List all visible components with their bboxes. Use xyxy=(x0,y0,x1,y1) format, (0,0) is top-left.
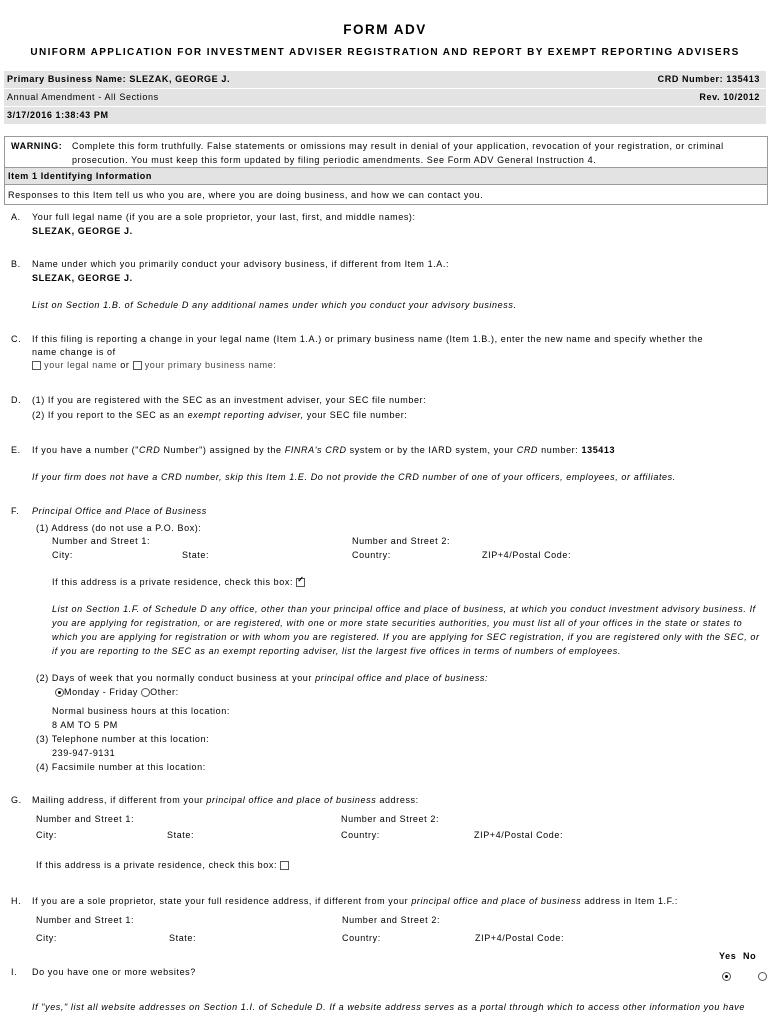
item-b-note: List on Section 1.B. of Schedule D any additional names under which you conduct your advisory business. xyxy=(32,300,517,310)
g-state-label: State: xyxy=(167,830,195,840)
e-q-finra: FINRA's CRD xyxy=(284,445,347,455)
crd-number-value: 135413 xyxy=(581,445,616,455)
warning-label: WARNING: xyxy=(11,141,63,151)
item-d-line-1: (1) If you are registered with the SEC as an investment adviser, your SEC file number: xyxy=(32,395,427,405)
item-d-line-2-italic: exempt reporting adviser, xyxy=(187,410,304,420)
f-note-4: if you are reporting to the SEC as an exempt reporting adviser, list the largest five offices in terms of numbers of employees. xyxy=(52,646,621,656)
f-note-1: List on Section 1.F. of Schedule D any office, other than your principal office and place of business, at which you conduct investment advisory business. If xyxy=(52,604,756,614)
item-b-letter: B. xyxy=(11,259,21,269)
f-address-label: (1) Address (do not use a P.O. Box): xyxy=(36,523,202,533)
f-hours-label: Normal business hours at this location: xyxy=(52,706,230,716)
primary-business-name: Primary Business Name: SLEZAK, GEORGE J. xyxy=(7,74,231,84)
g-street1-label: Number and Street 1: xyxy=(36,814,135,824)
item-i-question: Do you have one or more websites? xyxy=(32,967,196,977)
f-days-pre: (2) Days of week that you normally conduct business at your xyxy=(36,673,313,683)
g-q-italic: principal office and place of business xyxy=(206,795,377,805)
item-e-note: If your firm does not have a CRD number, skip this Item 1.E. Do not provide the CRD number of one of your officers, employees, or affiliates. xyxy=(32,472,676,482)
warning-line-1: Complete this form truthfully. False statements or omissions may result in denial of your application, revocation of your registration, or criminal xyxy=(72,141,724,151)
business-name-checkbox[interactable] xyxy=(133,361,142,370)
yes-column-header: Yes xyxy=(719,951,737,961)
f-zip-label: ZIP+4/Postal Code: xyxy=(482,550,572,560)
h-zip-label: ZIP+4/Postal Code: xyxy=(475,933,565,943)
or-label: or xyxy=(120,360,130,370)
header-band-2 xyxy=(4,89,766,107)
g-country-label: Country: xyxy=(341,830,380,840)
f-note-3: which you are applying for registration or with whom you are registered. If you are applying for SEC registration, if you are registered only with the SEC, or xyxy=(52,632,760,642)
item-i-letter: I. xyxy=(11,967,18,977)
f-days-options xyxy=(55,687,179,697)
g-street2-label: Number and Street 2: xyxy=(341,814,440,824)
h-street2-label: Number and Street 2: xyxy=(342,915,441,925)
legal-name-checkbox[interactable] xyxy=(32,361,41,370)
f-phone-label: (3) Telephone number at this location: xyxy=(36,734,210,744)
f-phone-value: 239-947-9131 xyxy=(52,748,116,758)
f-street1-label: Number and Street 1: xyxy=(52,536,151,546)
f-street2-label: Number and Street 2: xyxy=(352,536,451,546)
g-q-pre: Mailing address, if different from your xyxy=(32,795,204,805)
e-q-post: number: xyxy=(541,445,579,455)
f-note-2: you are applying for registration, or are registered, with one or more state securities authorities, you must list all of your offices in the state or states to xyxy=(52,618,743,628)
h-q-post: address in Item 1.F.: xyxy=(584,896,678,906)
f-state-label: State: xyxy=(182,550,210,560)
h-city-label: City: xyxy=(36,933,57,943)
business-name-option-label: your primary business name: xyxy=(144,360,277,370)
h-street1-label: Number and Street 1: xyxy=(36,915,135,925)
item1-intro: Responses to this Item tell us who you are, where you are doing business, and how we can contact you. xyxy=(8,190,484,200)
item-c-line-1: If this filing is reporting a change in your legal name (Item 1.A.) or primary business name (Item 1.B.), enter the new name and specify whether the xyxy=(32,334,704,344)
item1-heading: Item 1 Identifying Information xyxy=(8,171,153,181)
h-q-italic: principal office and place of business xyxy=(411,896,582,906)
header-band-3 xyxy=(4,107,766,125)
e-q-pre: If you have a number (" xyxy=(32,445,140,455)
warning-line-2: prosecution. You must keep this form updated by filing periodic amendments. See Form ADV General Instruction 4. xyxy=(72,155,597,165)
f-days-label xyxy=(36,673,488,683)
no-column-header: No xyxy=(743,951,757,961)
h-state-label: State: xyxy=(169,933,197,943)
websites-no-radio[interactable] xyxy=(758,972,767,981)
business-name-value: SLEZAK, GEORGE J. xyxy=(32,273,133,283)
item-d-letter: D. xyxy=(11,395,22,405)
websites-yes-radio[interactable] xyxy=(722,972,731,981)
g-private-res-label: If this address is a private residence, check this box: xyxy=(36,860,278,870)
item-h-letter: H. xyxy=(11,896,22,906)
item-f-heading: Principal Office and Place of Business xyxy=(32,506,207,516)
item-g-letter: G. xyxy=(11,795,22,805)
item-c-line-2: name change is of xyxy=(32,347,116,357)
legal-name-value: SLEZAK, GEORGE J. xyxy=(32,226,133,236)
f-country-label: Country: xyxy=(352,550,391,560)
item-f-letter: F. xyxy=(11,506,20,516)
item-d-line-2-post: your SEC file number: xyxy=(306,410,408,420)
e-q-mid: Number") assigned by the xyxy=(163,445,282,455)
f-hours-value: 8 AM TO 5 PM xyxy=(52,720,118,730)
e-q-crd2: CRD xyxy=(516,445,539,455)
g-city-label: City: xyxy=(36,830,57,840)
e-q-mid2: system or by the IARD system, your xyxy=(349,445,514,455)
h-country-label: Country: xyxy=(342,933,381,943)
header-band-1 xyxy=(4,71,766,89)
item-i-note: If "yes," list all website addresses on Section 1.I. of Schedule D. If a website address serves as a portal through which to access other information you have xyxy=(32,1002,746,1012)
e-q-crd1: CRD xyxy=(139,445,161,455)
item-h-question xyxy=(32,896,678,906)
form-subtitle: UNIFORM APPLICATION FOR INVESTMENT ADVISER REGISTRATION AND REPORT BY EXEMPT REPORTING ADVISERS xyxy=(30,47,740,58)
g-q-post: address: xyxy=(379,795,419,805)
item-b-question: Name under which you primarily conduct your advisory business, if different from Item 1.A.: xyxy=(32,259,450,269)
other-days-radio[interactable] xyxy=(141,688,150,697)
f-private-res-checkbox[interactable] xyxy=(296,578,305,587)
timestamp: 3/17/2016 1:38:43 PM xyxy=(7,110,109,120)
f-private-res xyxy=(52,577,305,587)
g-zip-label: ZIP+4/Postal Code: xyxy=(474,830,564,840)
monday-friday-label: Monday - Friday xyxy=(64,687,139,697)
f-days-italic: principal office and place of business: xyxy=(315,673,489,683)
item-d-line-2 xyxy=(32,410,407,420)
item-a-question: Your full legal name (if you are a sole proprietor, your last, first, and middle names): xyxy=(32,212,416,222)
item-a-letter: A. xyxy=(11,212,21,222)
f-private-res-label: If this address is a private residence, check this box: xyxy=(52,577,294,587)
item-e-question xyxy=(32,445,615,455)
item-e-letter: E. xyxy=(11,445,21,455)
item-c-letter: C. xyxy=(11,334,22,344)
f-fax-label: (4) Facsimile number at this location: xyxy=(36,762,206,772)
form-title: FORM ADV xyxy=(343,22,427,37)
name-change-options xyxy=(32,360,276,370)
f-city-label: City: xyxy=(52,550,73,560)
revision: Rev. 10/2012 xyxy=(699,92,760,102)
g-private-res xyxy=(36,860,289,870)
h-q-pre: If you are a sole proprietor, state your full residence address, if different from your xyxy=(32,896,409,906)
other-days-label: Other: xyxy=(150,687,179,697)
amendment-type: Annual Amendment - All Sections xyxy=(7,92,159,102)
monday-friday-radio[interactable] xyxy=(55,688,64,697)
item-d-line-2-pre: (2) If you report to the SEC as an xyxy=(32,410,185,420)
g-private-res-checkbox[interactable] xyxy=(280,861,289,870)
item-g-question xyxy=(32,795,419,805)
crd-number: CRD Number: 135413 xyxy=(657,74,760,84)
legal-name-option-label: your legal name xyxy=(44,360,118,370)
